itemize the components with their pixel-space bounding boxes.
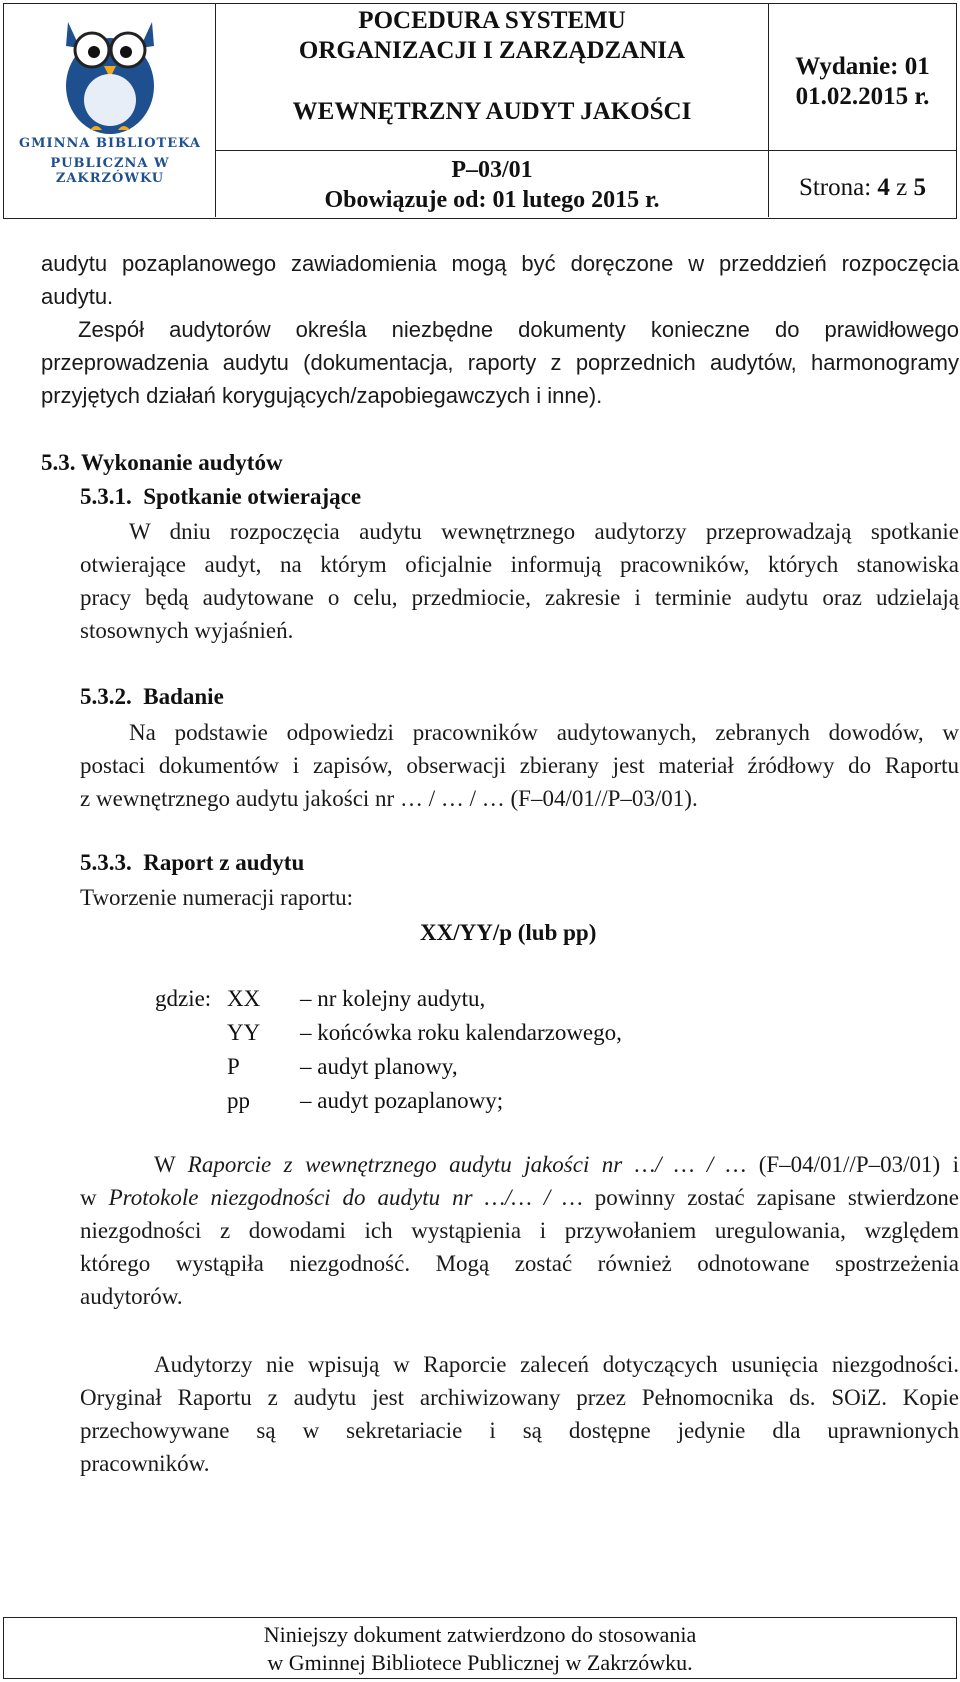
legend-row-desc: – końcówka roku kalendarzowego, xyxy=(300,1020,622,1045)
legend-row: pp xyxy=(227,1088,250,1113)
numbering-intro: Tworzenie numeracji raportu: xyxy=(80,885,353,910)
owl-logo-icon xyxy=(10,8,210,136)
title-line2: ORGANIZACJI I ZARZĄDZANIA xyxy=(298,37,686,64)
paragraph-raport: W Raporcie z wewnętrznego audytu jakości nr …/ … / … (F–04/01//P–03/01) i w Protokole niezgodności do audytu nr …/… / … powinny zostać zapisane stwierdzone niezgodności z dowodami ich wystąpienia i przywołaniem uregulowania, względem którego wystąpiła niezgodność. Mogą zostać również odnotowane spostrzeżenia audytorów. xyxy=(80,1152,960,1309)
procedure-code: P–03/01 xyxy=(451,157,533,183)
legend-row: YY xyxy=(227,1020,261,1045)
legend-row: XX xyxy=(227,986,261,1011)
legend-row: P xyxy=(227,1054,240,1079)
edition-date: 01.02.2015 r. xyxy=(795,83,930,110)
legend-row-desc: – audyt pozaplanowy; xyxy=(300,1088,504,1113)
footer-line2: w Gminnej Bibliotece Publicznej w Zakrzówku. xyxy=(267,1650,693,1675)
numbering-format: XX/YY/p (lub pp) xyxy=(420,920,597,945)
title-line1: POCEDURA SYSTEMU xyxy=(358,7,626,34)
footer-line1: Niniejszy dokument zatwierdzono do stosowania xyxy=(263,1622,697,1647)
logo-text-line2: PUBLICZNA W ZAKRZÓWKU xyxy=(50,156,170,186)
section-5-3-2-heading: 5.3.2. Badanie xyxy=(80,684,224,709)
section-5-3-2-body: Na podstawie odpowiedzi pracowników audytowanych, zebranych dowodów, w postaci dokumentów i zapisów, obserwacji zbierany jest materiał źródłowy do Raportu z wewnętrznego audytu jakości nr … / … / … (F–04/01//P–03/01). xyxy=(80,720,959,811)
section-5-3-1-body: W dniu rozpoczęcia audytu wewnętrznego audytorzy przeprowadzają spotkanie otwierające audyt, na którym oficjalnie informują pracowników, których stanowiska pracy będą audytowane o celu, przedmiocie, zakresie i terminie audytu oraz udzielają stosownych wyjaśnień. xyxy=(80,519,959,643)
document-footer xyxy=(3,1617,957,1679)
page-number: Strona: 4 z 5 xyxy=(798,174,927,201)
logo-text-line1: GMINNA BIBLIOTEKA xyxy=(19,136,201,151)
paragraph-documents: Zespół audytorów określa niezbędne dokumenty konieczne do prawidłowego przeprowadzenia audytu (dokumentacja, raporty z poprzednich audytów, harmonogramy przyjętych działań korygujących/zapobiegawczych i inne). xyxy=(41,317,959,408)
effective-date: Obowiązuje od: 01 lutego 2015 r. xyxy=(324,187,660,213)
header-title-cell xyxy=(216,4,769,217)
section-5-3-1-heading: 5.3.1. Spotkanie otwierające xyxy=(80,484,362,509)
legend-where-label: gdzie: xyxy=(155,986,212,1011)
paragraph-continuation: audytu pozaplanowego zawiadomienia mogą być doręczone w przeddzień rozpoczęcia audytu. xyxy=(41,251,959,309)
legend-row-desc: – nr kolejny audytu, xyxy=(300,986,486,1011)
document-header xyxy=(3,3,957,219)
section-5-3-3-heading: 5.3.3. Raport z audytu xyxy=(80,850,305,875)
legend-row-desc: – audyt planowy, xyxy=(300,1054,458,1079)
logo-cell xyxy=(4,4,216,217)
section-5-3-heading: 5.3. Wykonanie audytów xyxy=(41,450,283,475)
paragraph-final: Audytorzy nie wpisują w Raporcie zaleceń dotyczących usunięcia niezgodności. Oryginał Raportu z audytu jest archiwizowany przez Pełnomocnika ds. SOiZ. Kopie przechowywane są w sekretariacie i są dostępne jedynie dla uprawnionych pracowników. xyxy=(80,1352,959,1476)
edition-label: Wydanie: 01 xyxy=(795,53,930,80)
header-meta-cell xyxy=(769,4,956,217)
title-line3: WEWNĘTRZNY AUDYT JAKOŚCI xyxy=(292,98,692,125)
